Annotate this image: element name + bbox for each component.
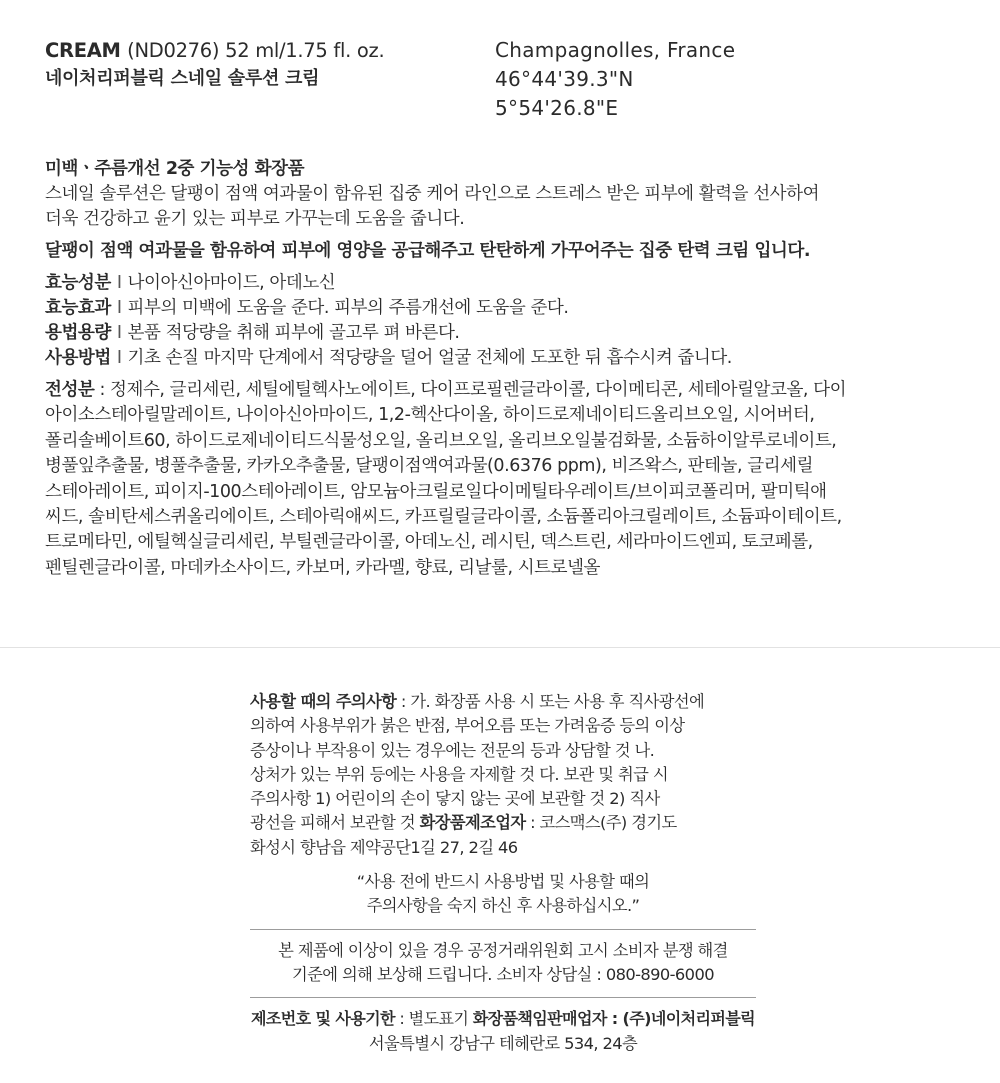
ingredients-line: 아이소스테아릴말레이트, 나이아신아마이드, 1,2-헥산다이올, 하이드로제네이티드올리브오일, 시어버터, (45, 405, 815, 426)
ingredients-line: 스테아레이트, 피이지-100스테아레이트, 암모늄아크릴로일다이메틸타우레이트/브이피코폴리머, 팔미틱애 (45, 481, 827, 502)
spec-label: 효능성분 (45, 273, 111, 293)
caution-line (250, 690, 756, 714)
spec-label: 용법용량 (45, 323, 111, 343)
mfg-value: : 별도표기 (394, 1009, 473, 1029)
consumer-notice-line: 본 제품에 이상이 있을 경우 공정거래위원회 고시 소비자 분쟁 해결 (278, 940, 728, 960)
manufacturer-address: 화성시 향남읍 제약공단1길 27, 2길 46 (250, 837, 518, 857)
origin-latitude: 46°44'39.3"N (495, 67, 634, 91)
ingredients-line (45, 378, 975, 403)
quote-line: “사용 전에 반드시 사용방법 및 사용할 때의 (356, 872, 650, 892)
mfg-label: 제조번호 및 사용기한 (250, 1009, 395, 1029)
origin-block (495, 36, 875, 123)
spec-separator: I (116, 273, 122, 293)
description-line: 더욱 건강하고 윤기 있는 피부로 가꾸는데 도움을 줍니다. (45, 209, 465, 229)
spec-value: 나이아신아마이드, 아데노신 (127, 273, 336, 293)
spec-row (45, 321, 975, 346)
seller-label: 화장품책임판매업자 (472, 1009, 607, 1029)
caution-title: 사용할 때의 주의사항 (250, 692, 397, 711)
divider (250, 929, 756, 930)
function-title: 미백ㆍ주름개선 2중 기능성 화장품 (45, 159, 305, 179)
product-title-line (45, 36, 465, 65)
spec-value: 기초 손질 마지막 단계에서 적당량을 덜어 얼굴 전체에 도포한 뒤 흡수시켜 줍니다. (127, 348, 732, 368)
product-name: 네이처리퍼블릭 스네일 솔루션 크림 (45, 68, 320, 89)
ingredients-block (45, 378, 975, 581)
spec-value: 피부의 미백에 도움을 준다. 피부의 주름개선에 도움을 준다. (127, 298, 569, 318)
origin-longitude: 5°54'26.8"E (495, 96, 619, 120)
caution-line: 증상이나 부작용이 있는 경우에는 전문의 등과 상담할 것 나. (250, 740, 655, 760)
spec-label: 효능효과 (45, 298, 111, 318)
spec-separator: I (116, 298, 122, 318)
spec-label: 사용방법 (45, 348, 111, 368)
seller-address: 서울특별시 강남구 테헤란로 534, 24층 (368, 1033, 638, 1053)
caution-line: 의하여 사용부위가 붉은 반점, 부어오름 또는 가려움증 등의 이상 (250, 716, 685, 736)
seller-value: : (주)네이처리퍼블릭 (606, 1009, 756, 1029)
caution-text: : 가. 화장품 사용 시 또는 사용 후 직사광선에 (396, 692, 705, 711)
ingredients-line: 병풀잎추출물, 병풀추출물, 카카오추출물, 달팽이점액여과물(0.6376 ppm), 비즈왁스, 판테놀, 글리세릴 (45, 456, 814, 477)
spec-row (45, 271, 975, 296)
product-header (45, 36, 465, 93)
caution-line (250, 811, 756, 835)
ingredients-line: 폴리솔베이트60, 하이드로제네이티드식물성오일, 올리브오일, 올리브오일불검화물, 소듐하이알루로네이트, (45, 430, 837, 451)
caution-line: 상처가 있는 부위 등에는 사용을 자제할 것 다. 보관 및 취급 시 (250, 764, 668, 784)
ingredients-line: 펜틸렌글라이콜, 마데카소사이드, 카보머, 카라멜, 향료, 리날룰, 시트로넬올 (45, 557, 601, 578)
ingredients-text: : 정제수, 글리세린, 세틸에틸헥사노에이트, 다이프로필렌글라이콜, 다이메티콘, 세테아릴알코올, 다이 (94, 380, 847, 400)
origin-location: Champagnolles, France (495, 38, 736, 62)
manufacturer-value: : 코스맥스(주) 경기도 (525, 813, 677, 833)
divider (250, 997, 756, 998)
caution-block (250, 690, 756, 1056)
consumer-notice-line: 기준에 의해 보상해 드립니다. 소비자 상담실 : 080-890-6000 (292, 964, 714, 984)
caution-text: 광선을 피해서 보관할 것 (250, 813, 420, 833)
footer-line (250, 1007, 756, 1031)
caution-line: 주의사항 1) 어린이의 손이 닿지 않는 곳에 보관할 것 2) 직사 (250, 789, 660, 809)
ingredients-label: 전성분 (45, 380, 95, 400)
usage-notice-quote (250, 870, 756, 919)
product-type: CREAM (45, 39, 121, 62)
manufacturer-label: 화장품제조업자 (419, 813, 526, 833)
description-line: 스네일 솔루션은 달팽이 점액 여과물이 함유된 집중 케어 라인으로 스트레스 받은 피부에 활력을 선사하여 (45, 184, 820, 204)
ingredients-line: 씨드, 솔비탄세스퀴올리에이트, 스테아릭애씨드, 카프릴릴글라이콜, 소듐폴리아크릴레이트, 소듐파이테이트, (45, 507, 842, 528)
description-highlight: 달팽이 점액 여과물을 함유하여 피부에 영양을 공급해주고 탄탄하게 가꾸어주는 집중 탄력 크림 입니다. (45, 241, 811, 261)
spec-row (45, 296, 975, 321)
spec-separator: I (116, 323, 122, 343)
quote-line: 주의사항을 숙지 하신 후 사용하십시오.” (366, 896, 640, 916)
product-body (45, 157, 975, 581)
ingredients-line: 트로메타민, 에틸헥실글리세린, 부틸렌글라이콜, 아데노신, 레시틴, 덱스트린, 세라마이드엔피, 토코페롤, (45, 532, 813, 553)
product-code-size: (ND0276) 52 ml/1.75 fl. oz. (127, 39, 385, 62)
spec-separator: I (116, 348, 122, 368)
spec-row (45, 346, 975, 371)
spec-value: 본품 적당량을 취해 피부에 골고루 펴 바른다. (127, 323, 460, 343)
